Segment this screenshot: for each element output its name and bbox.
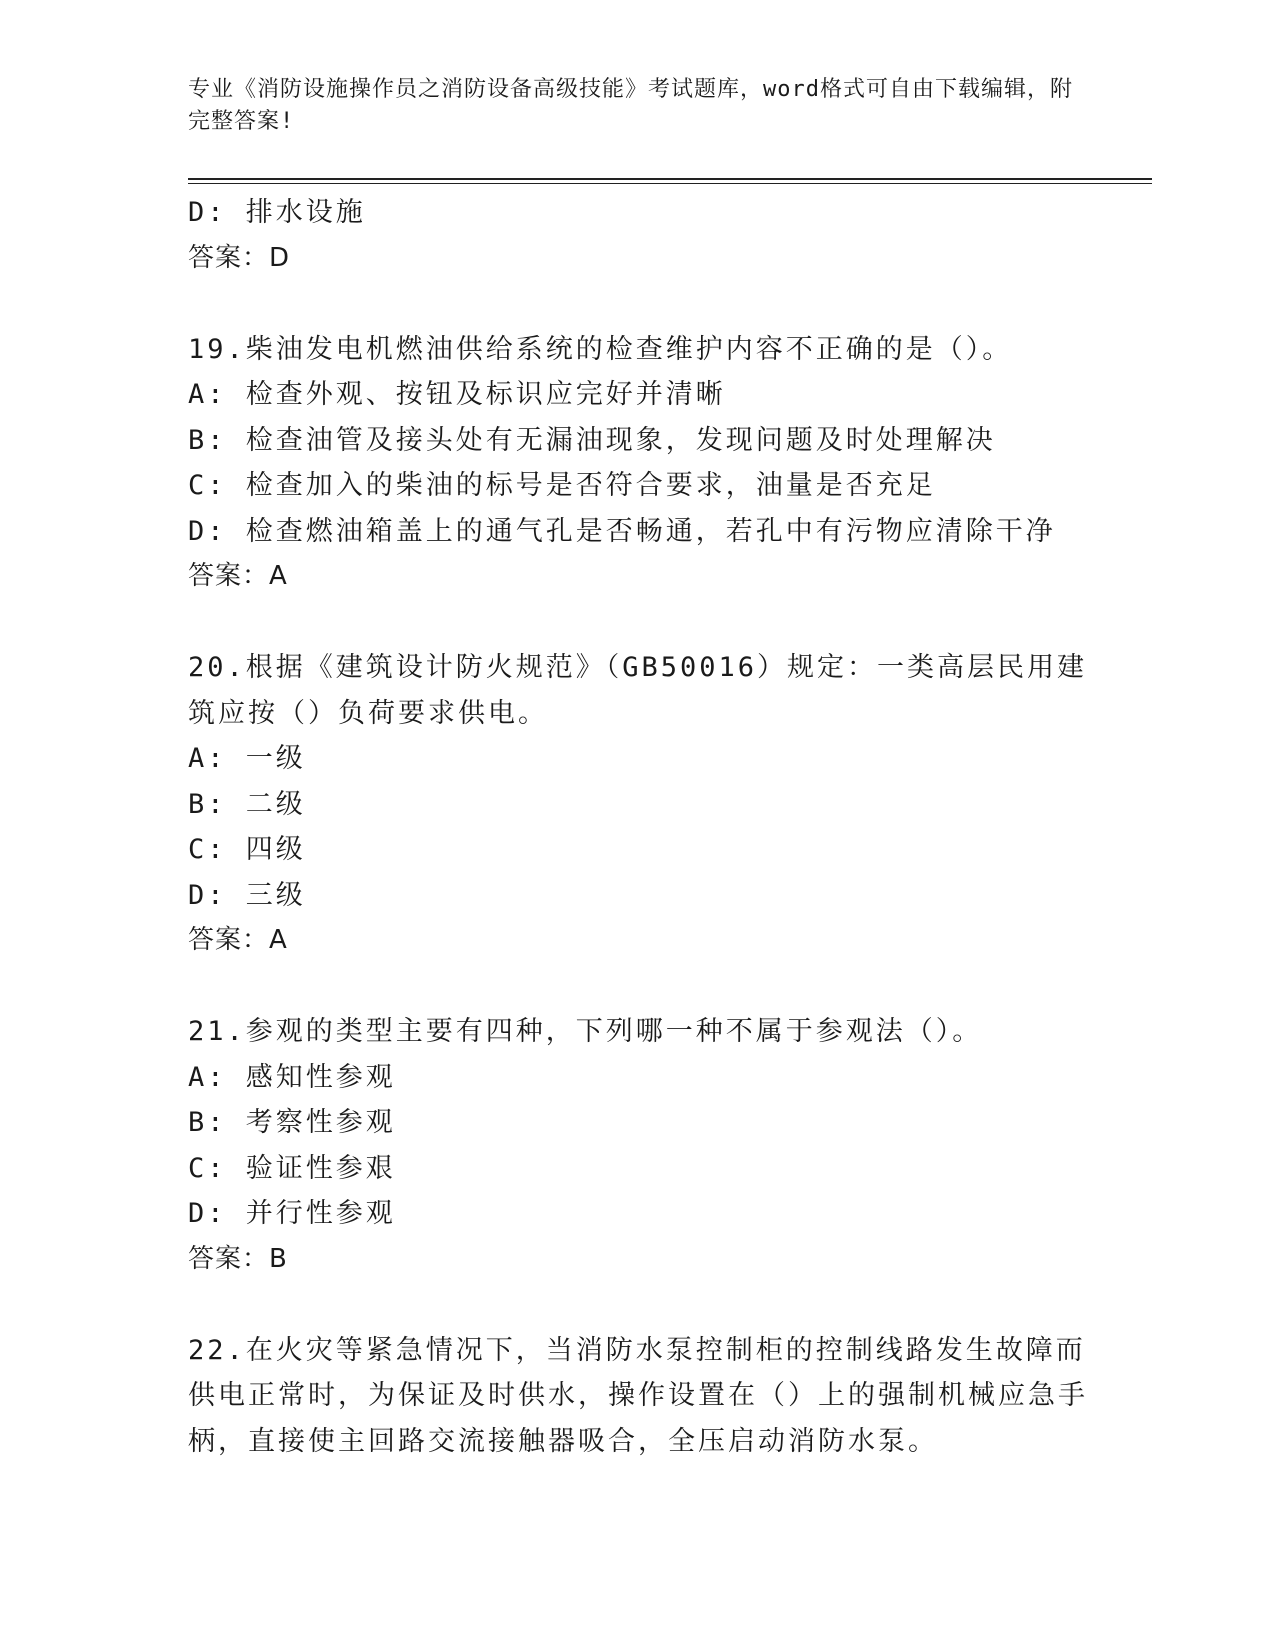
- option-c: C: 验证性参艰: [188, 1152, 396, 1184]
- option-d: D: 排水设施: [188, 197, 366, 228]
- question-21: [188, 1009, 1088, 1282]
- question-stem: 19.柴油发电机燃油供给系统的检查维护内容不正确的是（）。: [188, 333, 1013, 365]
- option-c: C: 四级: [188, 834, 306, 865]
- header-divider: [188, 178, 1152, 180]
- question-stem: 20.根据《建筑设计防火规范》（GB50016）规定：一类高层民用建筑应按（）负荷要求供电。: [188, 652, 1088, 729]
- question-stem: 22.在火灾等紧急情况下，当消防水泵控制柜的控制线路发生故障而供电正常时，为保证及时供水，操作设置在（）上的强制机械应急手柄，直接使主回路交流接触器吸合，全压启动消防水泵。: [188, 1334, 1088, 1457]
- option-d: D: 并行性参观: [188, 1198, 396, 1229]
- question-20: [188, 645, 1088, 964]
- question-stem: 21.参观的类型主要有四种，下列哪一种不属于参观法（）。: [188, 1016, 983, 1047]
- answer-line: 答案：B: [188, 1243, 288, 1274]
- option-c: C: 检查加入的柴油的标号是否符合要求，油量是否充足: [188, 470, 936, 501]
- question-22: [188, 1328, 1088, 1465]
- option-d: D: 三级: [188, 879, 306, 911]
- option-b: B: 二级: [188, 788, 306, 820]
- option-a: A: 一级: [188, 743, 306, 774]
- option-d: D: 检查燃油箱盖上的通气孔是否畅通，若孔中有污物应清除干净: [188, 515, 1056, 547]
- option-b: B: 检查油管及接头处有无漏油现象，发现问题及时处理解决: [188, 424, 996, 456]
- answer-line: 答案：D: [188, 242, 291, 273]
- option-b: B: 考察性参观: [188, 1107, 396, 1138]
- option-a: A: 检查外观、按钮及标识应完好并清晰: [188, 379, 726, 410]
- option-a: A: 感知性参观: [188, 1061, 396, 1093]
- exam-content: [188, 190, 1088, 1464]
- answer-line: 答案：A: [188, 561, 288, 591]
- answer-line: 答案：A: [188, 925, 288, 955]
- header-divider-thin: [188, 183, 1152, 184]
- question-19: [188, 327, 1088, 600]
- page-header: 专业《消防设施操作员之消防设备高级技能》考试题库，word格式可自由下载编辑，附完整答案!: [188, 77, 1073, 134]
